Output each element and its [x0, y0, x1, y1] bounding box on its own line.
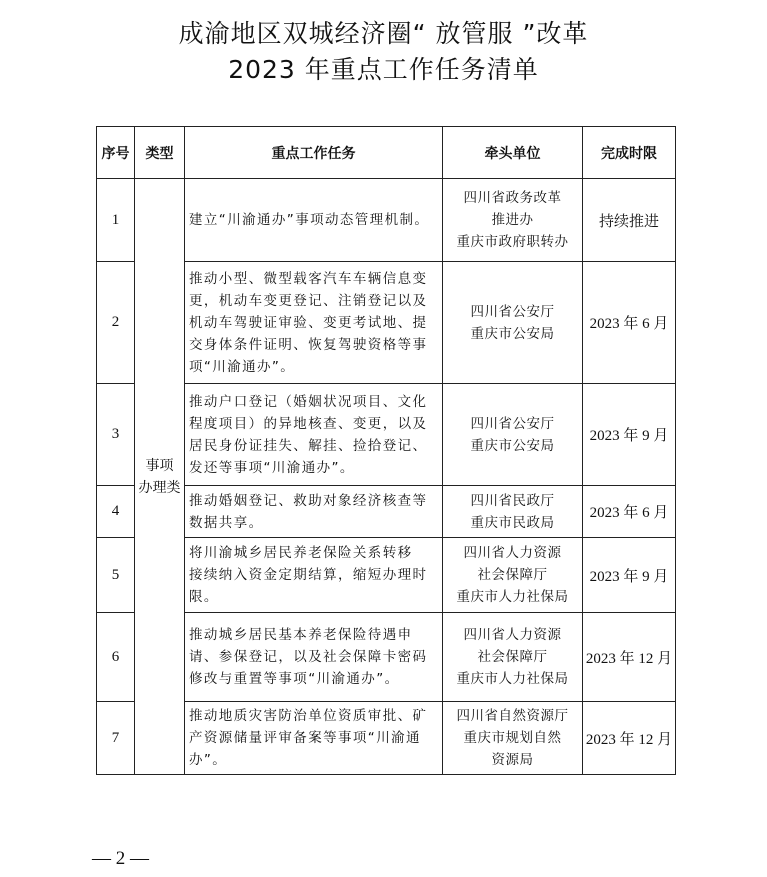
- deadline-cell: 2023 年 9 月: [583, 538, 676, 613]
- document-title-line-1: 成渝地区双城经济圈“ 放管服 ”改革: [178, 19, 589, 48]
- document-title-line-2: 2023 年重点工作任务清单: [228, 55, 539, 84]
- task-cell: [185, 613, 443, 702]
- task-text: 推动地质灾害防治单位资质审批、矿: [189, 708, 428, 724]
- header-no: 序号: [97, 127, 135, 179]
- task-cell: [185, 262, 443, 384]
- unit-cell: [443, 179, 583, 262]
- task-text: 限。: [189, 589, 219, 605]
- unit-text: 重庆市人力社保局: [456, 589, 569, 605]
- task-cell: [185, 179, 443, 262]
- type-cell: [135, 179, 185, 775]
- unit-text: 资源局: [491, 752, 534, 768]
- unit-text: 四川省政务改革: [463, 190, 562, 206]
- unit-text: 重庆市公安局: [470, 437, 555, 454]
- unit-text: 重庆市公安局: [470, 325, 555, 342]
- type-label: 事项: [145, 457, 174, 474]
- row-number: 5: [97, 538, 135, 613]
- unit-text: 社会保障厅: [477, 567, 548, 583]
- task-text: 推动户口登记（婚姻状况项目、文化: [189, 393, 428, 410]
- task-text: 产资源储量评审备案等事项“川渝通: [189, 730, 421, 746]
- unit-cell: [443, 262, 583, 384]
- task-text: 项“川渝通办”。: [189, 358, 296, 375]
- task-cell: [185, 486, 443, 538]
- deadline-cell: 2023 年 12 月: [583, 702, 676, 775]
- unit-cell: [443, 384, 583, 486]
- unit-cell: [443, 702, 583, 775]
- header-unit: 牵头单位: [443, 127, 583, 179]
- task-text: 请、参保登记，以及社会保障卡密码: [189, 649, 428, 665]
- deadline-cell: 2023 年 9 月: [583, 384, 676, 486]
- task-text: 将川渝城乡居民养老保险关系转移: [189, 545, 413, 561]
- task-text: 建立“川渝通办”事项动态管理机制。: [189, 212, 430, 228]
- task-text: 交身体条件证明、恢复驾驶资格等事: [189, 336, 428, 353]
- task-table: [96, 126, 676, 775]
- unit-text: 四川省人力资源: [463, 627, 562, 643]
- task-text: 程度项目）的异地核查、变更，以及: [189, 415, 428, 432]
- row-number: 1: [97, 179, 135, 262]
- unit-text: 四川省民政厅: [470, 492, 555, 509]
- task-text: 办”。: [189, 752, 228, 768]
- type-label: 办理类: [138, 479, 181, 496]
- row-number: 4: [97, 486, 135, 538]
- table-header-row: [97, 127, 676, 179]
- deadline-cell: 持续推进: [583, 179, 676, 262]
- task-text: 数据共享。: [189, 514, 264, 531]
- task-cell: [185, 384, 443, 486]
- unit-text: 重庆市规划自然: [463, 730, 562, 746]
- task-text: 发还等事项“川渝通办”。: [189, 459, 355, 476]
- task-text: 接续纳入资金定期结算，缩短办理时: [189, 567, 428, 583]
- deadline-cell: 2023 年 6 月: [583, 486, 676, 538]
- page-number: — 2 —: [92, 848, 149, 869]
- deadline-cell: 2023 年 6 月: [583, 262, 676, 384]
- task-text: 推动小型、微型载客汽车车辆信息变: [189, 270, 428, 287]
- unit-text: 四川省公安厅: [470, 415, 555, 432]
- unit-text: 四川省人力资源: [463, 545, 562, 561]
- unit-text: 社会保障厅: [477, 649, 548, 665]
- unit-cell: [443, 613, 583, 702]
- unit-text: 四川省公安厅: [470, 303, 555, 320]
- deadline-cell: 2023 年 12 月: [583, 613, 676, 702]
- unit-cell: [443, 538, 583, 613]
- unit-text: 推进办: [491, 212, 534, 228]
- task-text: 推动城乡居民基本养老保险待遇申: [189, 627, 413, 643]
- task-text: 更，机动车变更登记、注销登记以及: [189, 292, 428, 309]
- task-text: 机动车驾驶证审验、变更考试地、提: [189, 314, 428, 331]
- row-number: 7: [97, 702, 135, 775]
- row-number: 2: [97, 262, 135, 384]
- unit-cell: [443, 486, 583, 538]
- unit-text: 重庆市政府职转办: [456, 234, 569, 250]
- task-cell: [185, 702, 443, 775]
- row-number: 6: [97, 613, 135, 702]
- header-type: 类型: [135, 127, 185, 179]
- task-text: 居民身份证挂失、解挂、捡拾登记、: [189, 437, 428, 454]
- row-number: 3: [97, 384, 135, 486]
- unit-text: 重庆市民政局: [470, 514, 555, 531]
- table-row: [97, 179, 676, 262]
- unit-text: 重庆市人力社保局: [456, 671, 569, 687]
- unit-text: 四川省自然资源厅: [456, 708, 569, 724]
- task-text: 推动婚姻登记、救助对象经济核查等: [189, 492, 428, 509]
- header-deadline: 完成时限: [583, 127, 676, 179]
- task-text: 修改与重置等事项“川渝通办”。: [189, 671, 400, 687]
- task-cell: [185, 538, 443, 613]
- header-task: 重点工作任务: [185, 127, 443, 179]
